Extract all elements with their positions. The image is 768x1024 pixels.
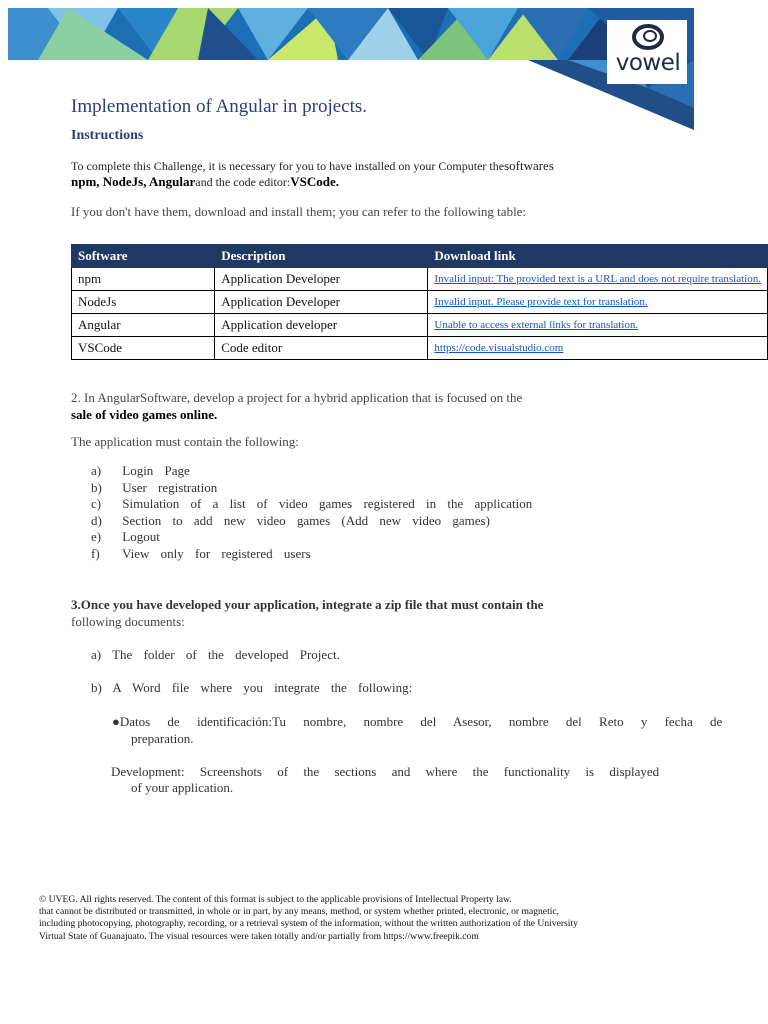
section3-line-1: 3.Once you have developed your application, integrate a zip file that must contain the [71, 597, 544, 612]
list-item: e) Logout [91, 529, 160, 545]
cell-description: Application developer [215, 314, 428, 337]
table-row [72, 291, 768, 314]
cell-software: npm [72, 268, 215, 291]
download-link[interactable]: Unable to access external links for translation. [428, 314, 768, 337]
cell-software: NodeJs [72, 291, 215, 314]
section2-line-1: 2. In AngularSoftware, develop a project for a hybrid application that is focused on the [71, 390, 523, 405]
download-note: If you don't have them, download and install them; you can refer to the following table: [71, 204, 527, 219]
list-item: f) View only for registered users [91, 545, 311, 561]
footer-line: that cannot be distributed or transmitted, in whole or in part, by any means, method, or system whether printed, electronic, or magnetic, [39, 906, 560, 918]
table-row [72, 268, 768, 291]
logo-swirl-icon [628, 22, 668, 52]
cell-software: VSCode [72, 337, 215, 360]
list-item: d) Section to add new video games (Add new video games) [91, 512, 490, 528]
intro-line-2: npm, NodeJs, Angularand the code editor:VSCode. [71, 174, 339, 189]
list-item: b) User registration [91, 479, 218, 495]
list-item: a) Login Page [91, 463, 190, 478]
cell-software: Angular [72, 314, 215, 337]
download-link[interactable]: Invalid input: The provided text is a URL and does not require translation. [428, 268, 768, 291]
section3-line-2: following documents: [71, 614, 185, 629]
section2-line-2: sale of video games online. [71, 407, 218, 422]
bullet-1-line-2: preparation. [131, 731, 194, 746]
header-download-link: Download link [428, 245, 768, 268]
footer-line: Virtual State of Guanajuato. The visual resources were taken totally and/or partially from https://www.freepik.com [39, 930, 479, 942]
instructions-heading: Instructions [71, 128, 144, 143]
section2-contain: The application must contain the following: [71, 434, 299, 449]
table-row [72, 337, 768, 360]
logo-text: vowel [615, 50, 681, 76]
bullet-1-line-1: ●Datos de identificación:Tu nombre, nombre del Asesor, nombre del Reto y fecha de [112, 714, 723, 729]
cell-description: Code editor [215, 337, 428, 360]
table-row [72, 314, 768, 337]
cell-description: Application Developer [215, 291, 428, 314]
bullet-2-line-2: of your application. [131, 780, 234, 795]
intro-line-1: To complete this Challenge, it is necessary for you to have installed on your Computer thesoftwares [71, 158, 554, 173]
cell-description: Application Developer [215, 268, 428, 291]
list-item: c) Simulation of a list of video games registered in the application [91, 496, 533, 512]
section3-item-a: a) The folder of the developed Project. [91, 647, 340, 662]
bullet-2-line-1: Development: Screenshots of the sections and where the functionality is displayed [111, 764, 660, 779]
requirements-list [91, 463, 532, 563]
download-link[interactable]: https://code.visualstudio.com [428, 337, 768, 360]
footer-line: including photocopying, photography, recording, or a retrieval system of the information, without the written authorization of the University [39, 918, 578, 930]
download-link[interactable]: Invalid input. Please provide text for translation. [428, 291, 768, 314]
section3-item-b: b) A Word file where you integrate the following: [91, 680, 413, 695]
footer-line: © UVEG. All rights reserved. The content of this format is subject to the applicable provisions of Intellectual Property law. [39, 894, 512, 905]
copyright-footer [39, 894, 599, 943]
page-title: Implementation of Angular in projects. [71, 96, 368, 117]
table-header-row [72, 245, 768, 268]
header-software: Software [72, 245, 215, 268]
header-description: Description [215, 245, 428, 268]
software-table [71, 244, 768, 360]
